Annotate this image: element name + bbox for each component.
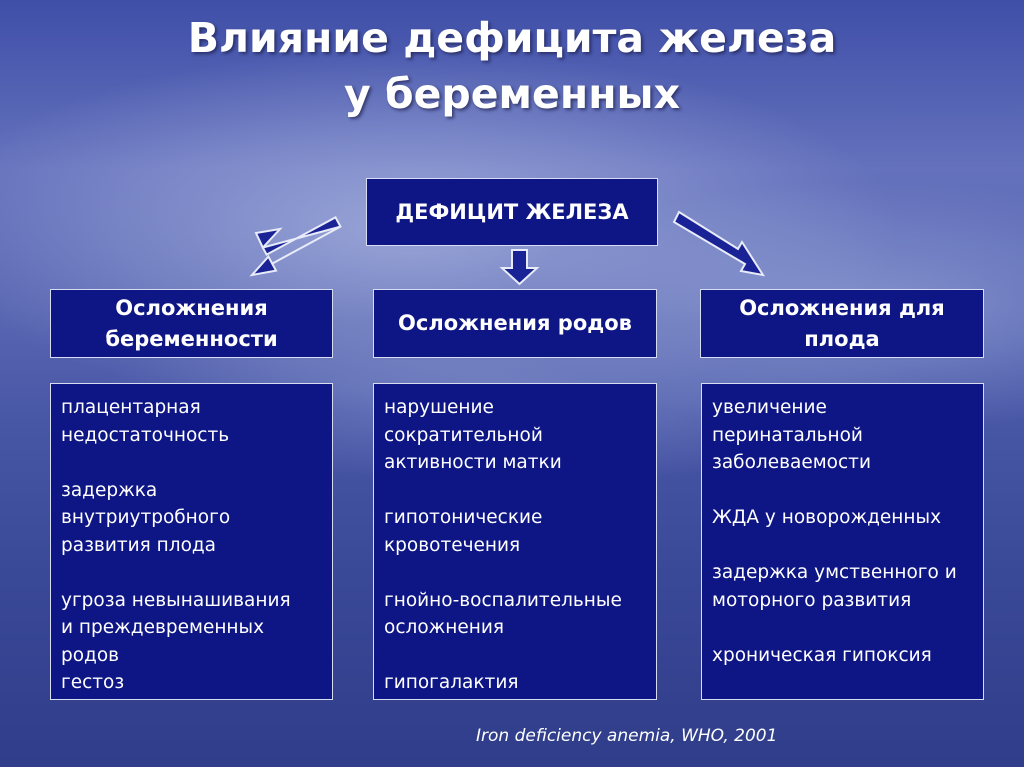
list-item-line: активности матки xyxy=(384,452,562,473)
list-item-line: перинатальной xyxy=(712,424,863,446)
list-item xyxy=(61,477,326,560)
list-item xyxy=(712,504,977,532)
root-node-label: ДЕФИЦИТ ЖЕЛЕЗА xyxy=(395,199,629,224)
root-node-iron-deficiency xyxy=(366,178,658,246)
list-item-line: заболеваемости xyxy=(712,452,871,473)
list-item-line: недостаточность xyxy=(61,424,230,446)
arrow-left xyxy=(252,217,341,275)
category-fetus-complications xyxy=(700,289,984,358)
list-item-line: развития плода xyxy=(61,534,217,556)
list-item-line: осложнения xyxy=(384,617,505,638)
list-item-line: задержка xyxy=(61,479,158,501)
list-item-line: гипогалактия xyxy=(384,672,519,693)
list-item-line: родов xyxy=(61,644,120,666)
arrow-right xyxy=(674,212,763,275)
list-item-line: кровотечения xyxy=(384,534,521,556)
list-item-line: угроза невынашивания xyxy=(61,589,291,611)
list-item-line: хроническая гипоксия xyxy=(712,644,932,666)
list-item xyxy=(712,642,977,670)
list-item-line: гестоз xyxy=(61,672,125,693)
list-item-line: увеличение xyxy=(712,397,827,418)
category-fetus-line-2: плода xyxy=(804,326,880,351)
list-item xyxy=(61,587,326,697)
list-item-line: плацентарная xyxy=(61,397,201,418)
source-citation: Iron deficiency anemia, WHO, 2001 xyxy=(476,726,778,746)
list-item-line: сократительной xyxy=(384,424,543,446)
slide-title-line-2: у беременных xyxy=(343,70,681,118)
list-item-line: задержка умственного и xyxy=(712,562,957,583)
list-item xyxy=(384,394,650,477)
category-labor-complications xyxy=(373,289,657,358)
category-pregnancy-line-1: Осложнения xyxy=(115,295,268,320)
slide-title-line-1: Влияние дефицита железа xyxy=(187,14,837,62)
category-pregnancy-line-2: беременности xyxy=(105,326,278,351)
list-labor-complications xyxy=(373,383,657,700)
category-labor-line-1: Осложнения родов xyxy=(398,311,632,335)
list-item-line: нарушение xyxy=(384,397,494,418)
list-item xyxy=(384,587,650,642)
category-fetus-line-1: Осложнения для xyxy=(739,295,945,320)
list-item xyxy=(384,669,650,697)
list-item xyxy=(712,394,977,477)
list-pregnancy-complications xyxy=(50,383,333,700)
list-item-line: моторного развития xyxy=(712,589,912,611)
list-item-line: гнойно-воспалительные xyxy=(384,589,622,611)
list-fetus-complications xyxy=(701,383,984,700)
list-item-line: внутриутробного xyxy=(61,507,231,528)
list-item-line: гипотонические xyxy=(384,507,543,528)
list-item xyxy=(384,504,650,559)
arrow-middle xyxy=(502,250,537,284)
list-item-line: и преждевременных xyxy=(61,617,265,638)
list-item xyxy=(61,394,326,449)
category-pregnancy-complications xyxy=(50,289,333,358)
list-item-line: ЖДА у новорожденных xyxy=(712,507,942,528)
list-item xyxy=(712,559,977,614)
